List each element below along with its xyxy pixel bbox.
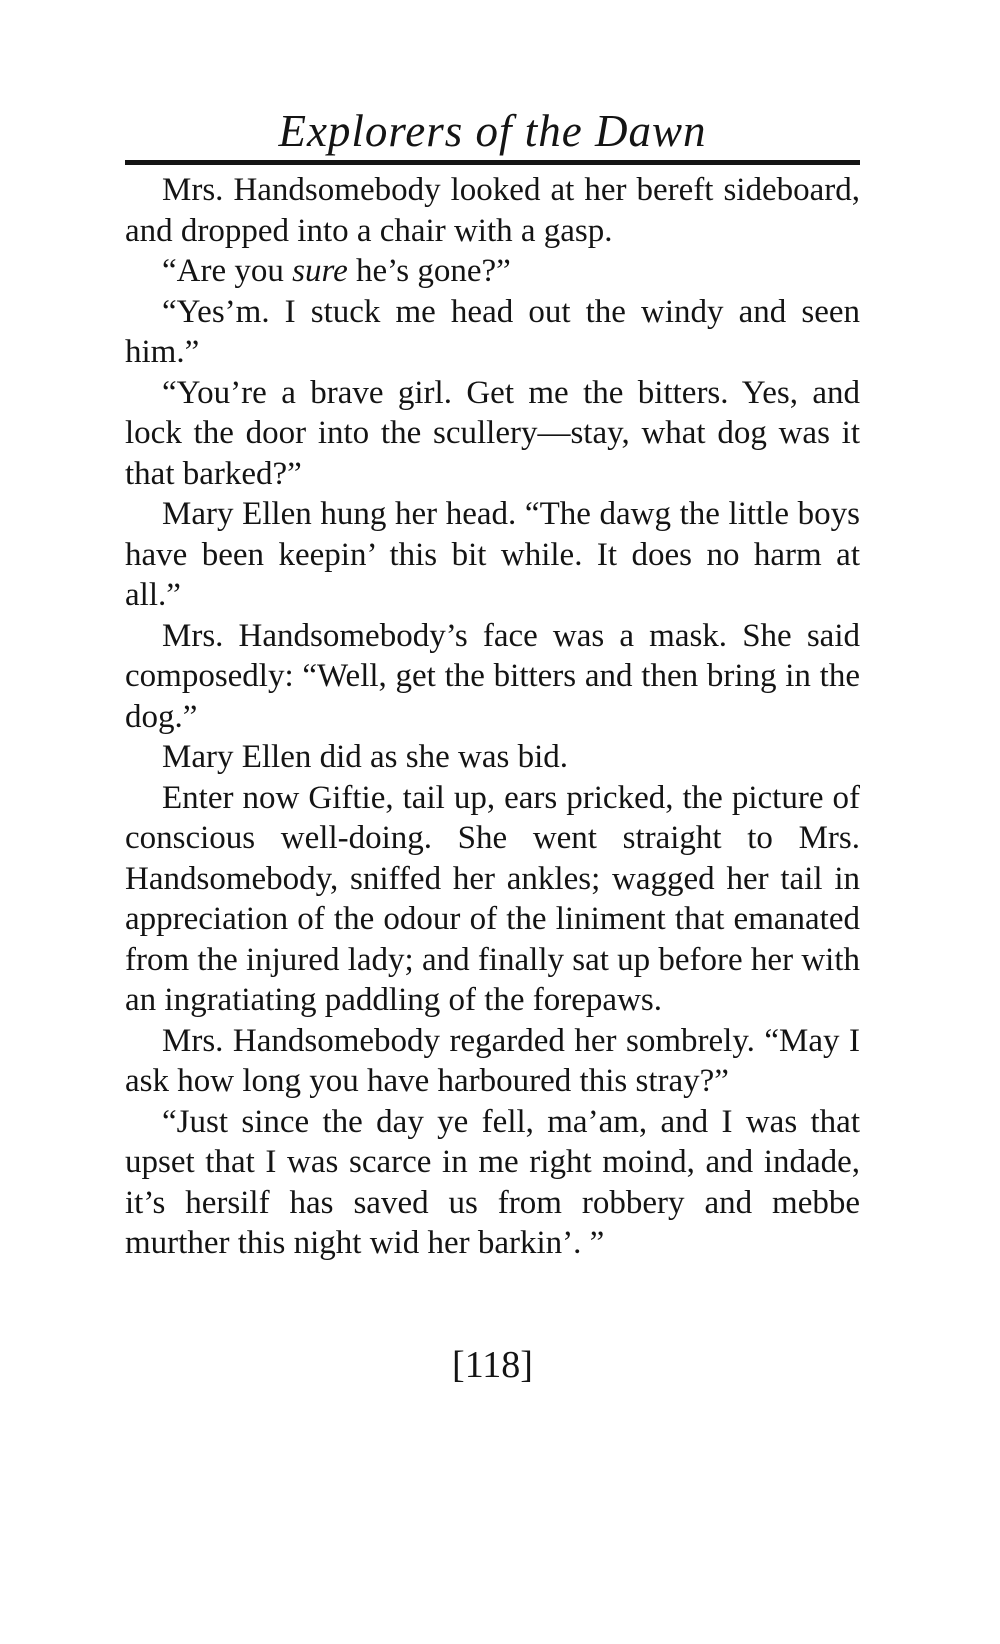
paragraph: Mary Ellen did as she was bid. (162, 739, 569, 775)
emphasized-word: sure (292, 253, 348, 289)
paragraph-text: he’s gone?” (347, 253, 511, 289)
paragraph: Mrs. Handsomebody’s face was a mask. She said composedly: “Well, get the bitters and then bring in the dog.” (125, 617, 860, 735)
paragraph: Mary Ellen hung her head. “The dawg the little boys have been keepin’ this bit while. It does no harm at all.” (125, 496, 860, 613)
paragraph: “Just since the day ye fell, ma’am, and I was that upset that I was scarce in me right moind, and indade, it’s hersilf has saved us from robbery and mebbe murther this night wid her barkin’. ” (125, 1103, 860, 1261)
paragraph: Mrs. Handsomebody regarded her sombrely. “May I ask how long you have harboured this stray?” (125, 1022, 860, 1099)
paragraph-text: “Are you (162, 253, 293, 289)
paragraph: Mrs. Handsomebody looked at her bereft sideboard, and dropped into a chair with a gasp. (125, 172, 860, 249)
paragraph: “Yes’m. I stuck me head out the windy and seen him.” (125, 293, 860, 370)
header-rule (125, 160, 860, 165)
paragraph (125, 251, 860, 292)
page-number: [118] (452, 1344, 533, 1386)
paragraph: Enter now Giftie, tail up, ears pricked, the picture of conscious well-doing. She went straight to Mrs. Handsomebody, sniffed her ankles; wagged her tail in appreciation of the odour of the liniment that emanated from the injured lady; and finally sat up before her with an ingratiating paddling of the forepaws. (125, 779, 860, 1018)
running-title: Explorers of the Dawn (278, 106, 707, 156)
body-text (125, 170, 860, 1264)
paragraph: “You’re a brave girl. Get me the bitters. Yes, and lock the door into the scullery—stay, what dog was it that barked?” (125, 374, 860, 492)
